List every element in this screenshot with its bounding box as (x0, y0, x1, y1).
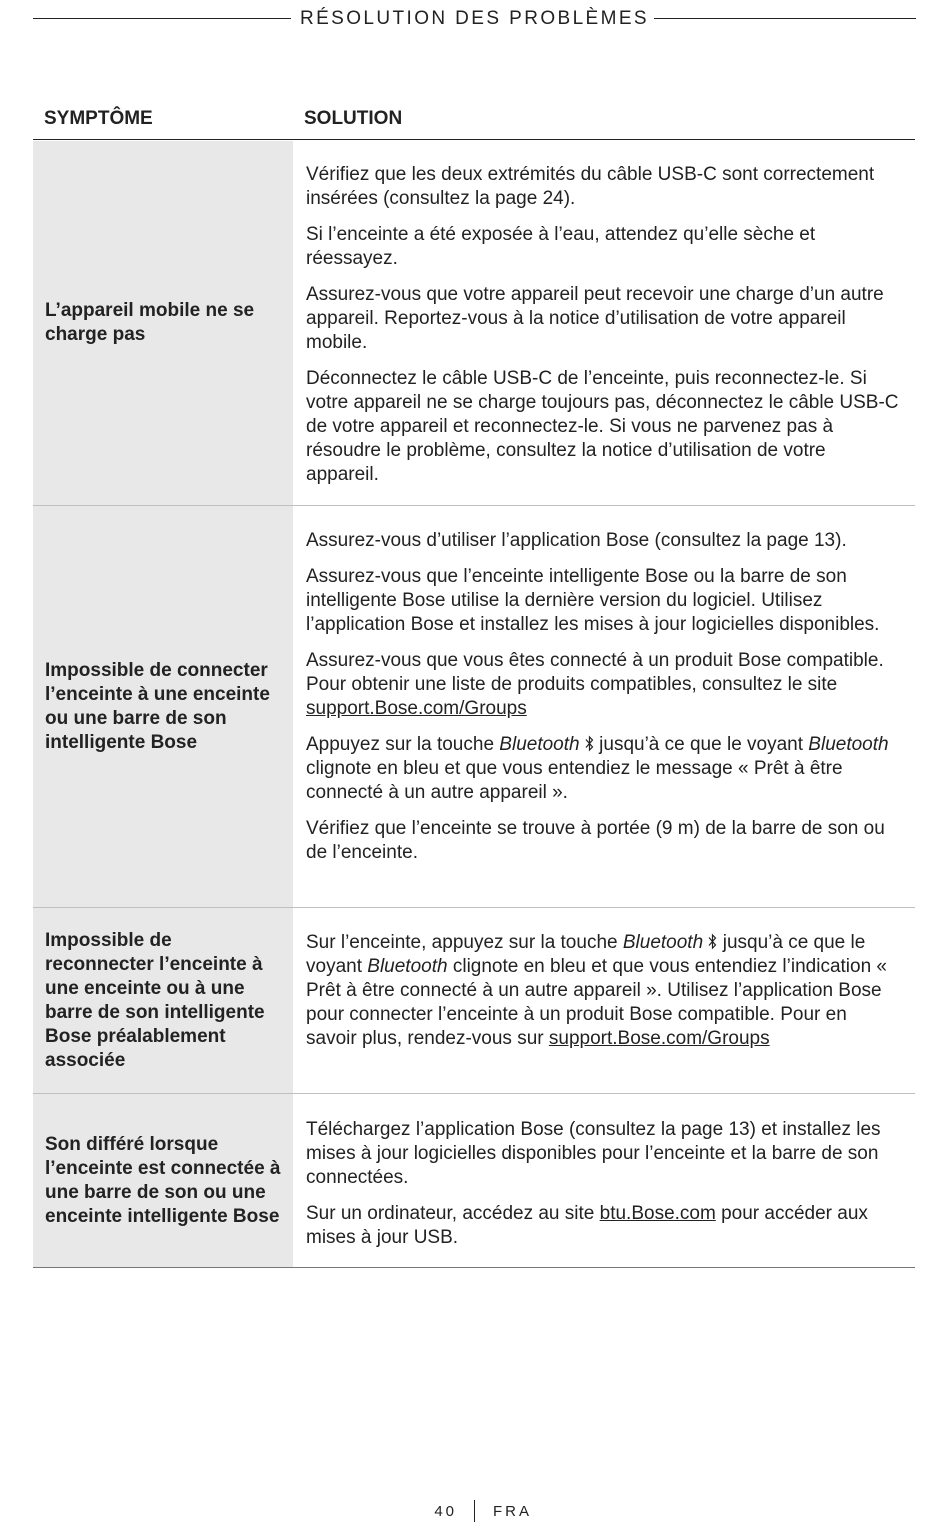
table-row (33, 1094, 915, 1268)
header-divider (33, 139, 915, 140)
solution-text (306, 649, 901, 721)
page-footer (0, 1500, 950, 1526)
bluetooth-term: Bluetooth (367, 956, 448, 977)
symptom-text: Impossible de reconnecter l’enceinte à une enceinte ou à une barre de son intelligente Bose préalablement associée (45, 929, 265, 1071)
symptom-cell (33, 908, 293, 1093)
bluetooth-icon (585, 735, 594, 752)
solution-text-part: clignote en bleu et que vous entendiez l’indication « Prêt à être connecté à un autre appareil ». Utilisez l’application Bose pour connecter l’enceinte à un produit Bose compatible. Pour en savoir plus, rendez-vous sur (306, 956, 887, 1049)
support-groups-link[interactable]: support.Bose.com/Groups (306, 698, 527, 719)
solution-text-part: pour accéder aux mises à jour USB. (306, 1203, 868, 1248)
solution-cell (306, 163, 901, 499)
symptom-text: Son différé lorsque l’enceinte est connectée à une barre de son ou une enceinte intelligente Bose (45, 1133, 281, 1227)
table-row (33, 908, 915, 1094)
solution-text-part: clignote en bleu et que vous entendiez le message « Prêt à être connecté à un autre appareil ». (306, 758, 843, 803)
solution-text-part: Sur l’enceinte, appuyez sur la touche (306, 932, 623, 953)
solution-text: Assurez-vous d’utiliser l’application Bose (consultez la page 13). (306, 530, 847, 551)
solution-text: Déconnectez le câble USB-C de l’enceinte, puis reconnectez-le. Si votre appareil ne se charge toujours pas, déconnectez le câble USB-C de votre appareil et reconnectez-le. Si vous ne parvenez pas à résoudre le problème, consultez la notice d’utilisation de votre appareil. (306, 368, 899, 485)
solution-text: Vérifiez que l’enceinte se trouve à portée (9 m) de la barre de son ou de l’enceinte. (306, 818, 885, 863)
solution-text: Téléchargez l’application Bose (consultez la page 13) et installez les mises à jour logicielles disponibles pour l’enceinte et la barre de son connectées. (306, 1119, 881, 1188)
solution-text-part: Sur un ordinateur, accédez au site (306, 1203, 600, 1224)
solution-text-part: Appuyez sur la touche (306, 734, 500, 755)
bluetooth-term: Bluetooth (499, 734, 580, 755)
solution-text: Vérifiez que les deux extrémités du câble USB-C sont correctement insérées (consultez la page 24). (306, 164, 875, 209)
solution-text-part: jusqu’à ce que le voyant (306, 932, 866, 977)
symptom-cell (33, 506, 293, 907)
table-row (33, 506, 915, 908)
symptom-cell (33, 1094, 293, 1267)
solution-text (306, 1202, 901, 1250)
bluetooth-term: Bluetooth (808, 734, 889, 755)
solution-text: Si l’enceinte a été exposée à l’eau, attendez qu’elle sèche et réessayez. (306, 224, 816, 269)
solution-text (306, 931, 901, 1051)
header-rule-right (654, 18, 916, 19)
language-code: FRA (493, 1503, 532, 1520)
btu-link[interactable]: btu.Bose.com (599, 1203, 716, 1224)
solution-cell (306, 529, 901, 877)
page-number: 40 (434, 1503, 457, 1520)
symptom-text: L’appareil mobile ne se charge pas (45, 300, 255, 345)
support-groups-link[interactable]: support.Bose.com/Groups (548, 1028, 770, 1049)
solution-cell (306, 931, 901, 1063)
page-title: RÉSOLUTION DES PROBLÈMES (299, 8, 649, 29)
symptom-text: Impossible de connecter l’enceinte à une enceinte ou une barre de son intelligente Bose (45, 659, 270, 753)
solution-cell (306, 1118, 901, 1262)
solution-text-part: jusqu’à ce que le voyant (593, 734, 809, 755)
footer-divider (474, 1500, 475, 1522)
solution-text: Assurez-vous que l’enceinte intelligente Bose ou la barre de son intelligente Bose utilise la dernière version du logiciel. Utilisez l’application Bose et installez les mises à jour logicielles disponibles. (306, 566, 880, 635)
bluetooth-term: Bluetooth (622, 932, 704, 953)
column-header-solution: SOLUTION (304, 108, 403, 129)
symptom-cell (33, 141, 293, 505)
page-header (33, 4, 916, 34)
column-header-symptom: SYMPTÔME (44, 108, 153, 129)
table-row (33, 141, 915, 506)
solution-text (306, 733, 901, 805)
solution-text-part: Assurez-vous que vous êtes connecté à un produit Bose compatible. Pour obtenir une liste de produits compatibles, consultez le site (306, 650, 884, 695)
solution-text: Assurez-vous que votre appareil peut recevoir une charge d’un autre appareil. Reportez-vous à la notice d’utilisation de votre appareil mobile. (306, 284, 884, 353)
